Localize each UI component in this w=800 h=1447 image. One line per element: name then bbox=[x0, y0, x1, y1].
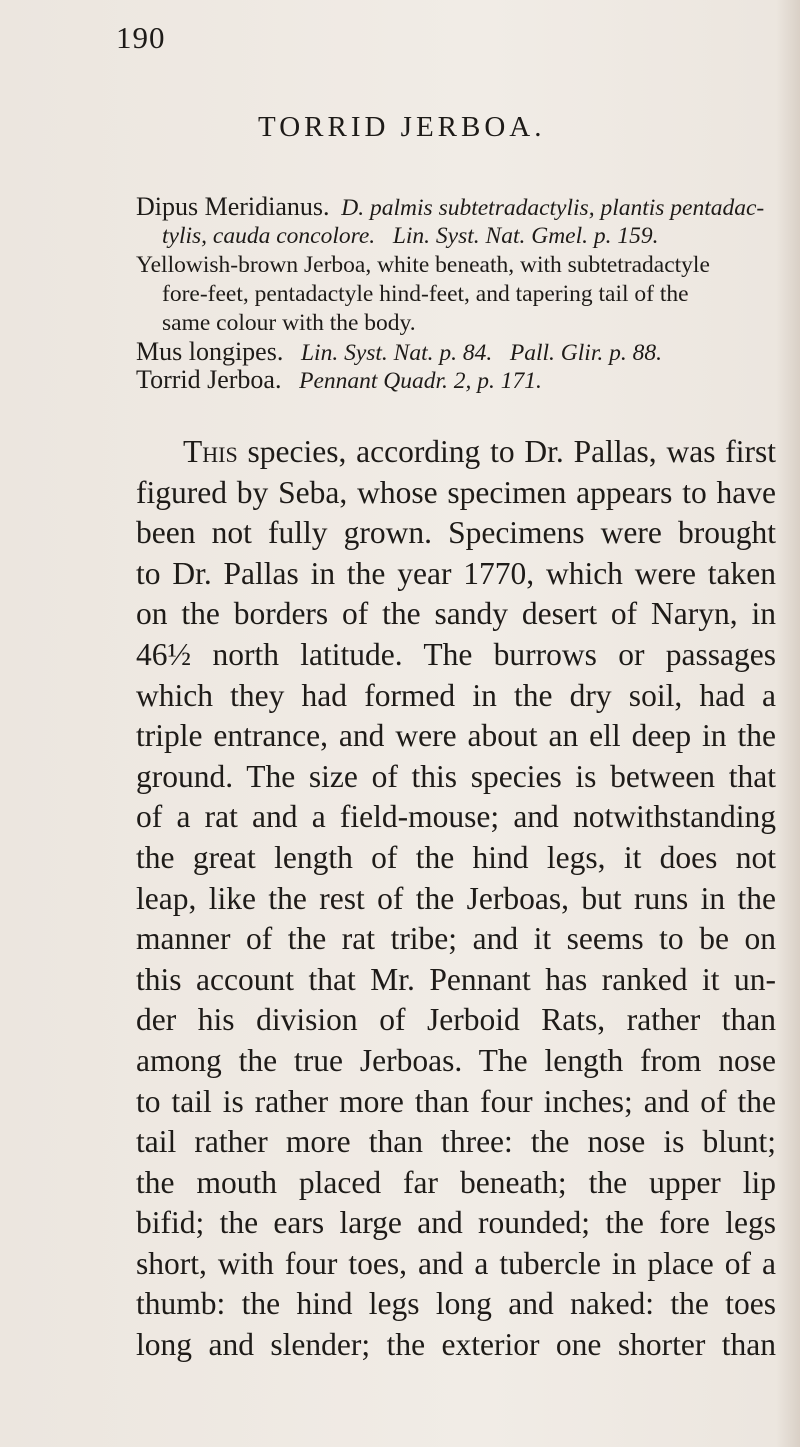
synonym-entry-1 bbox=[136, 192, 765, 223]
synonym-name: Dipus Meridianus. bbox=[136, 192, 330, 221]
body-line: short, with four toes, and a tubercle in place of a bbox=[136, 1245, 776, 1281]
body-line: to tail is rather more than four inches; and of the bbox=[136, 1083, 776, 1119]
latin-diagnosis: D. palmis subtetradactylis, plantis pentadac- bbox=[341, 195, 765, 221]
body-line: the mouth placed far beneath; the upper lip bbox=[136, 1164, 776, 1200]
body-paragraph bbox=[136, 432, 776, 1366]
body-line: triple entrance, and were about an ell deep in the bbox=[136, 718, 776, 754]
body-line: leap, like the rest of the Jerboas, but runs in the bbox=[136, 880, 776, 916]
body-line: der his division of Jerboid Rats, rather than bbox=[136, 1002, 776, 1038]
body-line: manner of the rat tribe; and it seems to be on bbox=[136, 921, 776, 957]
synonym-name: Mus longipes. bbox=[136, 337, 284, 366]
body-line: on the borders of the sandy desert of Naryn, in bbox=[136, 596, 776, 632]
description-text: Yellowish-brown Jerboa, white beneath, with subtetradactyle bbox=[136, 252, 710, 278]
body-line: this account that Mr. Pennant has ranked it un- bbox=[136, 961, 776, 997]
body-line: tail rather more than three: the nose is blunt; bbox=[136, 1124, 776, 1160]
description-text: same colour with the body. bbox=[162, 310, 416, 336]
synonym-entry-2 bbox=[136, 337, 756, 368]
latin-diagnosis-cont: tylis, cauda concolore. bbox=[162, 223, 376, 249]
body-line: 46½ north latitude. The burrows or passages bbox=[136, 636, 776, 672]
body-line: to Dr. Pallas in the year 1770, which were taken bbox=[136, 555, 776, 591]
body-line: the great length of the hind legs, it does not bbox=[136, 839, 776, 875]
synonym-reference: Pennant Quadr. 2, p. 171. bbox=[299, 368, 542, 394]
description-line bbox=[136, 308, 756, 338]
synonym-reference: Pall. Glir. p. 88. bbox=[509, 340, 662, 366]
body-line: which they had formed in the dry soil, had a bbox=[136, 677, 776, 713]
synonym-name: Torrid Jerboa. bbox=[136, 365, 282, 394]
synonym-reference: Lin. Syst. Nat. Gmel. p. 159. bbox=[392, 223, 659, 249]
synonym-entry-3 bbox=[136, 365, 756, 396]
dropcap-word: This bbox=[183, 434, 238, 469]
body-line-text: species, according to Dr. Pallas, was first bbox=[237, 434, 776, 469]
body-line: among the true Jerboas. The length from nose bbox=[136, 1042, 776, 1078]
description-text: fore-feet, pentadactyle hind-feet, and tapering tail of the bbox=[162, 281, 689, 307]
body-line bbox=[136, 432, 776, 473]
synonym-entry-1-cont bbox=[136, 221, 756, 251]
body-line: of a rat and a field-mouse; and notwithstanding bbox=[136, 799, 776, 835]
body-line: figured by Seba, whose specimen appears to have bbox=[136, 474, 776, 510]
body-line: long and slender; the exterior one shorter than bbox=[136, 1327, 776, 1363]
body-line: ground. The size of this species is between that bbox=[136, 758, 776, 794]
description-line bbox=[136, 250, 756, 280]
body-line: thumb: the hind legs long and naked: the toes bbox=[136, 1286, 776, 1322]
synonym-reference: Lin. Syst. Nat. p. 84. bbox=[300, 340, 493, 366]
body-line: been not fully grown. Specimens were brought bbox=[136, 515, 776, 551]
page-number: 190 bbox=[116, 20, 166, 55]
body-line: bifid; the ears large and rounded; the fore legs bbox=[136, 1205, 776, 1241]
description-line bbox=[136, 279, 756, 309]
page-title: TORRID JERBOA. bbox=[258, 111, 546, 143]
